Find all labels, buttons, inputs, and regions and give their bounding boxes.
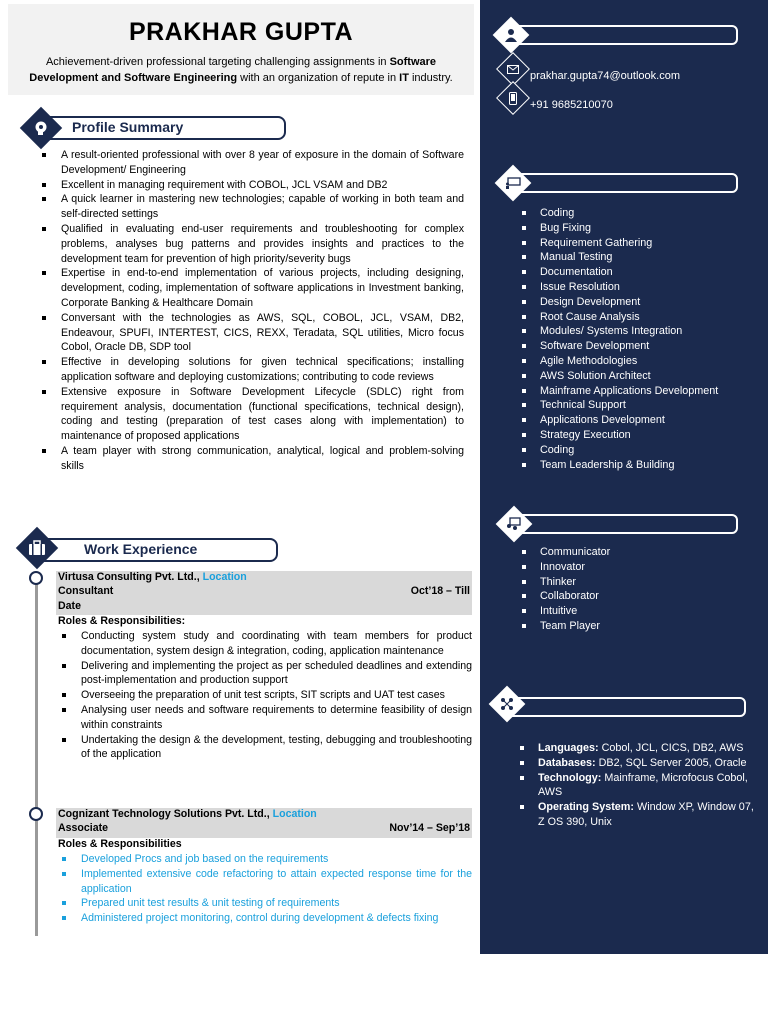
responsibility-item: Prepared unit test results & unit testing of requirements (58, 896, 472, 911)
skill-item: Technical Support (516, 398, 756, 413)
summary-item: Conversant with the technologies as AWS, SQL, COBOL, JCL, VSAM, DB2, Endeavour, SPUFI, INTERTEST, CICS, REXX, Teradata, SQL utilities, Micro focus Cobol, Oracle DB, SDP tool (38, 311, 464, 355)
network-people-icon (494, 691, 520, 717)
technical-item: Databases: DB2, SQL Server 2005, Oracle (514, 756, 758, 771)
skill-item: Bug Fixing (516, 221, 756, 236)
summary-item: A team player with strong communication, analytical, logical and problem-solving skills (38, 444, 464, 474)
summary-item: Effective in developing solutions for given technical specifications; installing application software and deploying customizations; contributing to code reviews (38, 355, 464, 385)
job-role: Consultant (58, 585, 114, 597)
responsibility-item: Implemented extensive code refactoring to attain expected response time for the application (58, 867, 472, 897)
candidate-name: PRAKHAR GUPTA (128, 18, 354, 46)
traits-header-bar (510, 514, 738, 534)
skill-item: Software Development (516, 339, 756, 354)
person-icon (498, 22, 524, 48)
trait-item: Thinker (516, 575, 756, 590)
work-experience-header (36, 538, 278, 562)
job-dates: Oct’18 – Till (410, 585, 470, 597)
profile-summary-title: Profile Summary (72, 119, 184, 135)
skill-item: Root Cause Analysis (516, 310, 756, 325)
skill-item: Issue Resolution (516, 280, 756, 295)
envelope-icon (501, 57, 525, 81)
timeline-dot (29, 807, 43, 821)
skill-item: Manual Testing (516, 250, 756, 265)
brain-head-icon (26, 113, 56, 143)
trait-item: Team Player (516, 619, 756, 634)
technical-item: Languages: Cobol, JCL, CICS, DB2, AWS (514, 741, 758, 756)
responsibility-item: Undertaking the design & the development, testing, debugging and troubleshooting of the application (58, 733, 472, 763)
job-responsibilities (58, 629, 472, 762)
job-company: Virtusa Consulting Pvt. Ltd., Location (58, 571, 247, 583)
skill-item: Coding (516, 443, 756, 458)
summary-item: Excellent in managing requirement with COBOL, JCL VSAM and DB2 (38, 178, 464, 193)
traits-list (516, 545, 756, 634)
responsibility-item: Conducting system study and coordinating with team members for product documentation, system design & integration, coding, application maintenance (58, 629, 472, 659)
work-experience-title: Work Experience (84, 541, 198, 557)
job-company: Cognizant Technology Solutions Pvt. Ltd., Location (58, 808, 317, 820)
job-header (56, 571, 472, 615)
responsibility-item: Analysing user needs and software requirements to determine feasibility of design within constraints (58, 703, 472, 733)
technical-skills-list (514, 741, 758, 830)
technical-header-bar (510, 697, 746, 717)
roles-label: Roles & Responsibilities: (58, 615, 186, 627)
email-text: prakhar.gupta74@outlook.com (530, 70, 680, 82)
skill-item: Requirement Gathering (516, 236, 756, 251)
mobile-phone-icon (501, 86, 525, 110)
summary-item: Extensive exposure in Software Development Lifecycle (SDLC) right from requirement analysis, documentation (functional specifications, technical design), coding and testing (preparation of test cases along with implementation) to maintenance of proposed applications (38, 385, 464, 444)
skill-item: Strategy Execution (516, 428, 756, 443)
contact-header-bar (510, 25, 738, 45)
summary-item: Qualified in evaluating end-user requirements and troubleshooting for complex problems, analyses bug patterns and provides insights and practices to the development team for prevention of high priority/severity bugs (38, 222, 464, 266)
timeline-line (35, 576, 38, 936)
technical-item: Operating System: Window XP, Window 07, Z OS 390, Unix (514, 800, 758, 830)
skill-item: Design Development (516, 295, 756, 310)
roles-label: Roles & Responsibilities (58, 838, 182, 850)
resume-header (8, 4, 474, 95)
skill-item: Agile Methodologies (516, 354, 756, 369)
skill-item: Mainframe Applications Development (516, 384, 756, 399)
trait-item: Intuitive (516, 604, 756, 619)
profile-summary-header (46, 116, 286, 140)
phone-text: +91 9685210070 (530, 99, 613, 111)
profile-summary-list (38, 148, 464, 474)
technical-item: Technology: Mainframe, Microfocus Cobol, AWS (514, 771, 758, 801)
briefcase-icon (22, 533, 52, 563)
skill-item: Coding (516, 206, 756, 221)
job-dates-cont: Date (58, 600, 81, 612)
job-responsibilities (58, 852, 472, 926)
trait-item: Innovator (516, 560, 756, 575)
job-dates: Nov’14 – Sep’18 (389, 822, 470, 834)
job-role: Associate (58, 822, 109, 834)
responsibility-item: Delivering and implementing the project as per scheduled deadlines and extending post-implementation and production support (58, 659, 472, 689)
skill-item: Team Leadership & Building (516, 458, 756, 473)
summary-item: Expertise in end-to-end implementation of various projects, including designing, development, coding, implementation of software applications in Investment banking, Corporate Banking & Healthcare Domain (38, 266, 464, 310)
responsibility-item: Developed Procs and job based on the requirements (58, 852, 472, 867)
skill-item: Modules/ Systems Integration (516, 324, 756, 339)
trait-item: Communicator (516, 545, 756, 560)
trait-item: Collaborator (516, 589, 756, 604)
sidebar-panel (480, 0, 768, 954)
summary-item: A quick learner in mastering new technologies; capable of working in both team and self-directed settings (38, 192, 464, 222)
tagline: Achievement-driven professional targeting challenging assignments in Software Development and Software Engineering with an organization of repute in IT industry. (29, 56, 453, 84)
skill-item: AWS Solution Architect (516, 369, 756, 384)
responsibility-item: Overseeing the preparation of unit test scripts, SIT scripts and UAT test cases (58, 688, 472, 703)
skills-list (516, 206, 756, 472)
responsibility-item: Administered project monitoring, control during development & defects fixing (58, 911, 472, 926)
skill-item: Applications Development (516, 413, 756, 428)
skills-header-bar (510, 173, 738, 193)
timeline-dot (29, 571, 43, 585)
summary-item: A result-oriented professional with over 8 year of exposure in the domain of Software Development/ Engineering (38, 148, 464, 178)
presentation-board-icon (500, 170, 526, 196)
team-meeting-icon (501, 511, 527, 537)
job-header (56, 808, 472, 838)
skill-item: Documentation (516, 265, 756, 280)
